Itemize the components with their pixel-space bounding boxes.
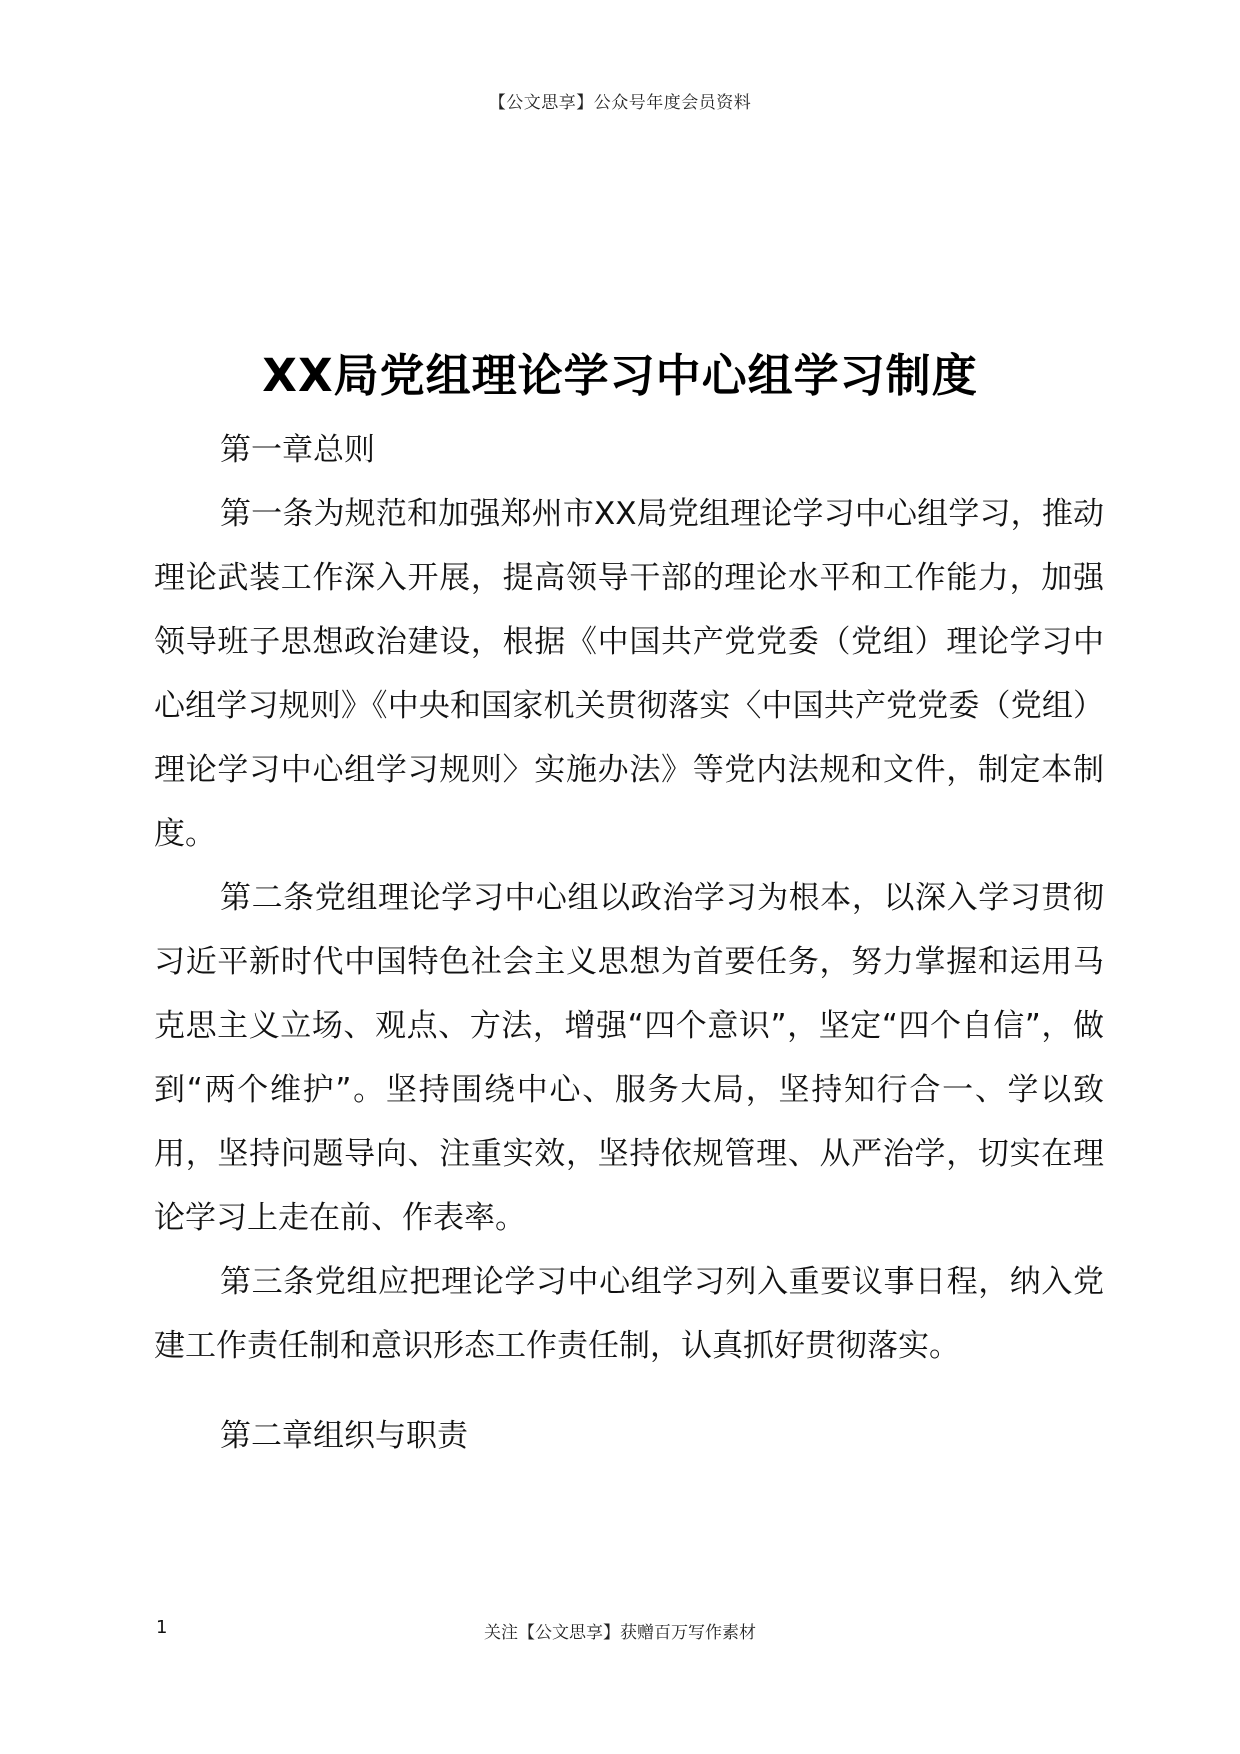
page-number: 1 bbox=[156, 1617, 168, 1638]
page-header: 【公文思享】公众号年度会员资料 bbox=[488, 93, 752, 113]
document-body bbox=[154, 418, 1104, 1468]
chapter-heading-2: 第二章组织与职责 bbox=[220, 1418, 468, 1454]
article-1: 第一条为规范和加强郑州市XX局党组理论学习中心组学习，推动理论武装工作深入开展，提高领导干部的理论水平和工作能力，加强领导班子思想政治建设，根据《中国共产党党委（党组）理论学习中心组学习规则》《中央和国家机关贯彻落实〈中国共产党党委（党组）理论学习中心组学习规则〉实施办法》等党内法规和文件，制定本制度。 bbox=[154, 496, 1104, 852]
article-3: 第三条党组应把理论学习中心组学习列入重要议事日程，纳入党建工作责任制和意识形态工作责任制，认真抓好贯彻落实。 bbox=[154, 1264, 1104, 1364]
page-footer: 关注【公文思享】获赠百万写作素材 bbox=[484, 1623, 756, 1643]
chapter-heading-1: 第一章总则 bbox=[220, 432, 375, 468]
article-2: 第二条党组理论学习中心组以政治学习为根本，以深入学习贯彻习近平新时代中国特色社会主义思想为首要任务，努力掌握和运用马克思主义立场、观点、方法，增强“四个意识”，坚定“四个自信”，做到“两个维护”。坚持围绕中心、服务大局，坚持知行合一、学以致用，坚持问题导向、注重实效，坚持依规管理、从严治学，切实在理论学习上走在前、作表率。 bbox=[154, 880, 1104, 1236]
document-title: XX局党组理论学习中心组学习制度 bbox=[262, 349, 978, 402]
